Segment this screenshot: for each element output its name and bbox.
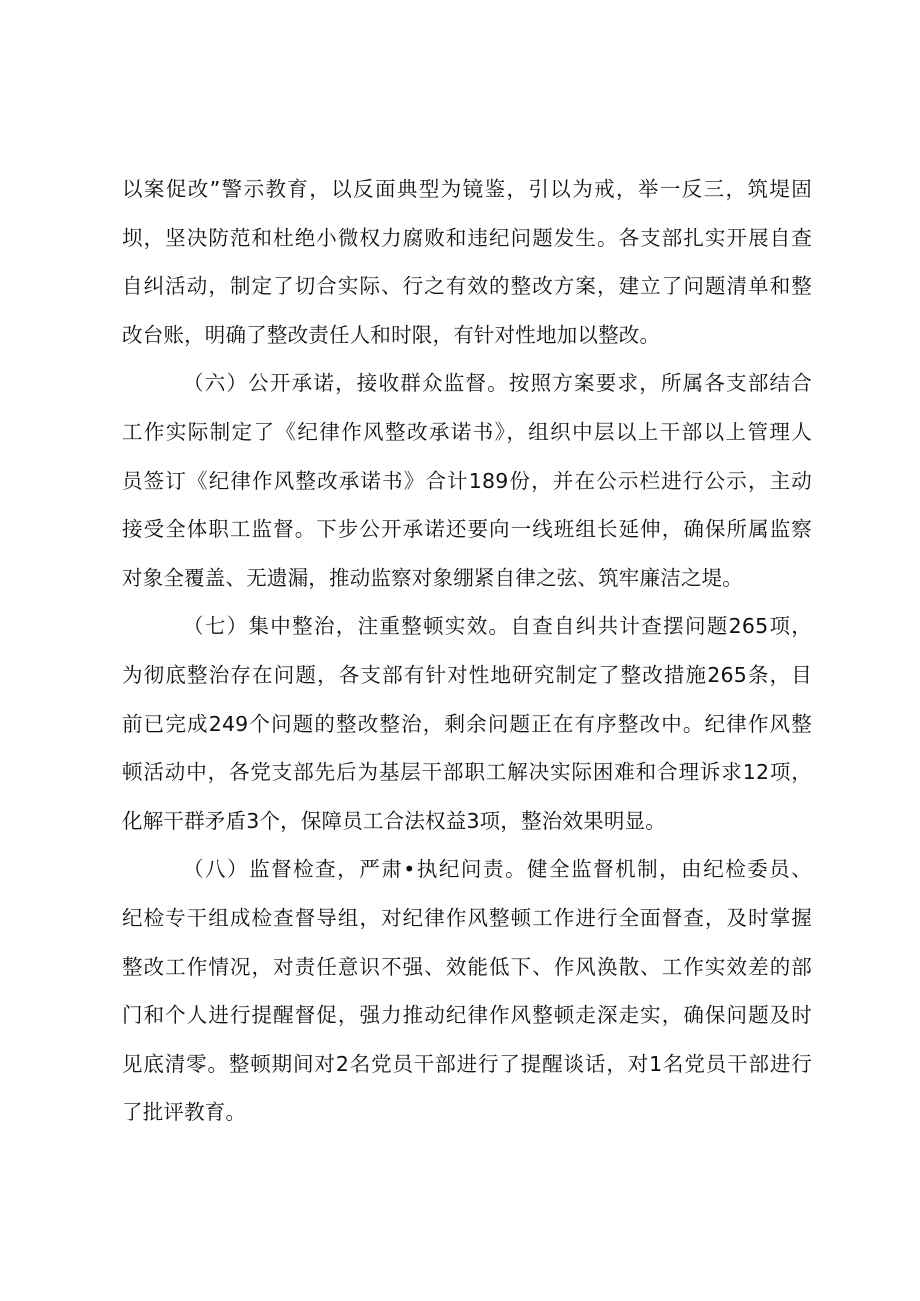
paragraph-line: 化解干群矛盾3个，保障员工合法权益3项，整治效果明显。 [122, 808, 666, 833]
paragraph-line: 工作实际制定了《纪律作风整改承诺书》，组织中层以上干部以上管理人 [122, 419, 812, 444]
paragraph-line: 见底清零。整顿期间对2名党员干部进行了提醒谈话，对1名党员干部进行 [122, 1051, 812, 1076]
paragraph-line: 员签订《纪律作风整改承诺书》合计189份，并在公示栏进行公示，主动 [122, 468, 812, 493]
paragraph-continuation [122, 165, 812, 359]
paragraph-line: 了批评教育。 [122, 1100, 247, 1125]
paragraph-seven [122, 602, 812, 845]
paragraph-line: 改台账，明确了整改责任人和时限，有针对性地加以整改。 [122, 322, 661, 347]
paragraph-line: 门和个人进行提醒督促，强力推动纪律作风整顿走深走实，确保问题及时 [122, 1003, 812, 1028]
paragraph-line: 坝，坚决防范和杜绝小微权力腐败和违纪问题发生。各支部扎实开展自查 [122, 225, 812, 250]
paragraph-line: 以案促改”警示教育，以反面典型为镜鉴，引以为戒，举一反三，筑堤固 [122, 177, 812, 201]
paragraph-line: 顿活动中，各党支部先后为基层干部职工解决实际困难和合理诉求12项， [122, 760, 812, 785]
paragraph-line: 自纠活动，制定了切合实际、行之有效的整改方案，建立了问题清单和整 [122, 274, 812, 299]
paragraph-line: （六）公开承诺，接收群众监督。按照方案要求，所属各支部结合 [183, 371, 812, 396]
paragraph-line: （七）集中整治，注重整顿实效。自查自纠共计查摆问题265项， [183, 614, 812, 639]
paragraph-line: 整改工作情况，对责任意识不强、效能低下、作风涣散、工作实效差的部 [122, 954, 812, 979]
paragraph-line: 前已完成249个问题的整改整治，剩余问题正在有序整改中。纪律作风整 [122, 711, 812, 736]
paragraph-line: 对象全覆盖、无遗漏，推动监察对象绷紧自律之弦、筑牢廉洁之堤。 [122, 565, 743, 590]
paragraph-six [122, 359, 812, 602]
paragraph-line: 为彻底整治存在问题，各支部有针对性地研究制定了整改措施265条，目 [122, 662, 812, 687]
paragraph-line: （八）监督检查，严肃•执纪问责。健全监督机制，由纪检委员、 [183, 857, 812, 882]
paragraph-eight [122, 845, 812, 1137]
document-body [122, 165, 812, 1137]
paragraph-line: 接受全体职工监督。下步公开承诺还要向一线班组长延伸，确保所属监察 [122, 517, 812, 542]
paragraph-line: 纪检专干组成检查督导组，对纪律作风整顿工作进行全面督查，及时掌握 [122, 905, 812, 930]
